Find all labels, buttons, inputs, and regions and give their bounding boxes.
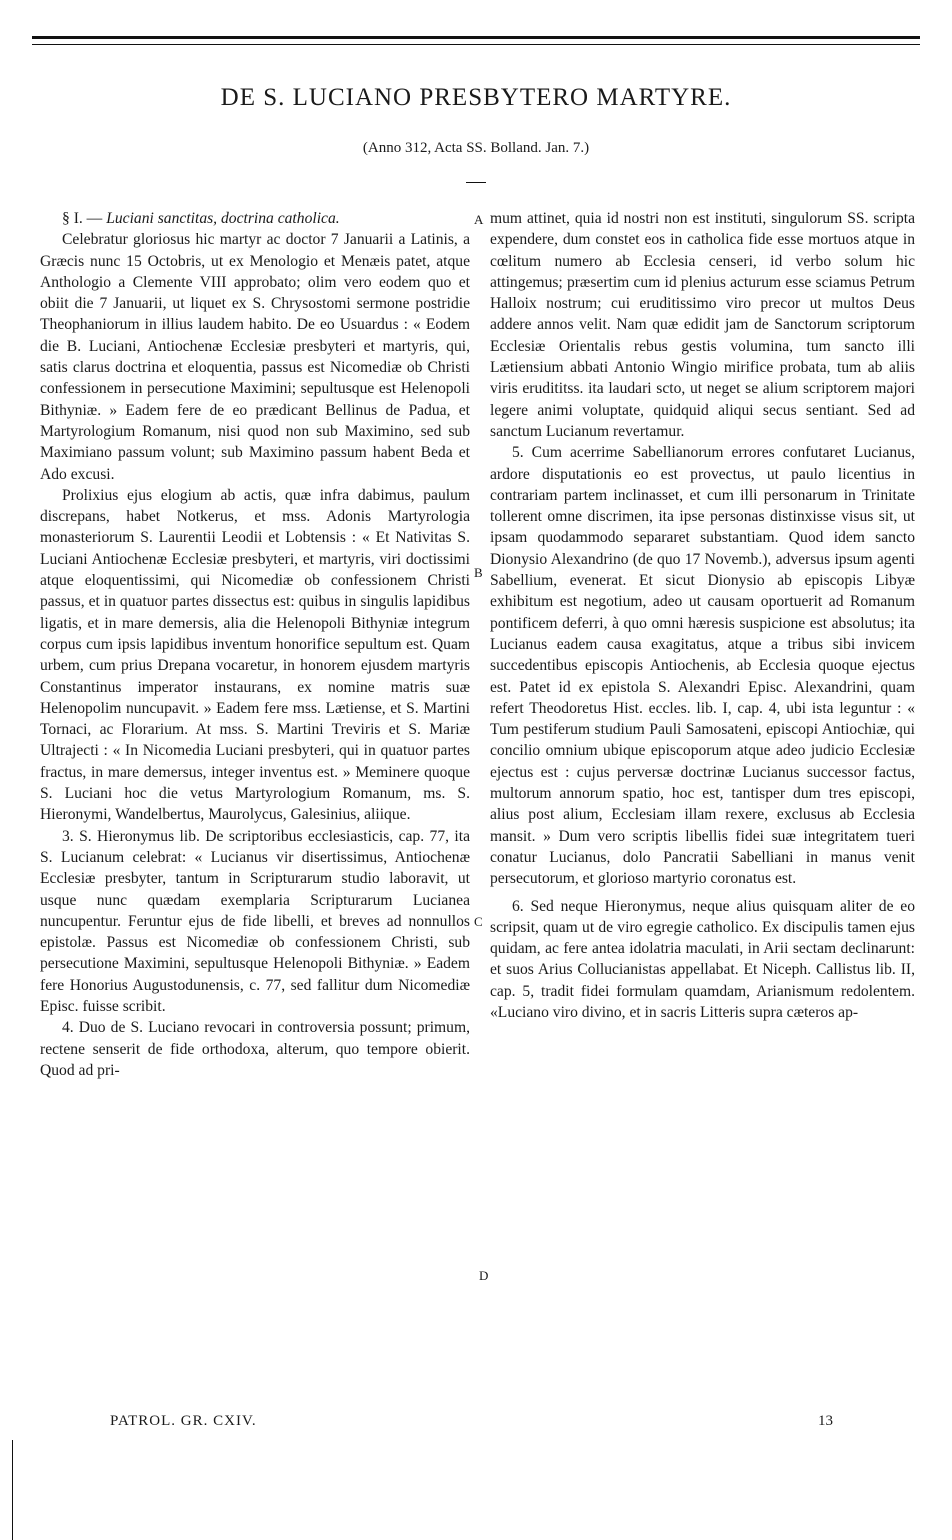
paragraph-2: Prolixius ejus elogium ab actis, quæ infra dabimus, paulum discrepans, habet Notkerus, et mss. Adonis Martyrologia monasteriorum S. Laurentii Leodii et Lobtensis : « Et Nativitas S. Luciani Antiochenæ Ecclesiæ presbyteri, et martyris, viri doctissimi atque eloquentissimi, qui Nicomediæ ob confessionem Christi passus, et in quatuor partes dissectus est: quibus in singulis lapidibus ligatis, et in mare demersis, alia die Helenopoli Bithyniæ integrum corpus cum ipsis lapidibus inventum honorifice sepultum est. Quam urbem, cum prius Drepana vocaretur, in honorem ejusdem martyris Constantinus imperator instaurans, ex nomine matris suæ Helenopolim nuncupavit. » Eadem fere mss. Lætiense, et S. Martini Tornaci, ac Florarium. At mss. S. Martini Treviris et S. Mariæ Ultrajecti : « In Nicomedia Luciani presbyteri, qui in quatuor partes fractus, in mare demersus, integer inventus est. » Meminere quoque S. Luciani hoc die vetus Martyrologium Romanum, ms. S. Hieronymi, Wandelbertus, Maurolycus, Galesinius, aliique. (40, 486, 470, 824)
page-subtitle: (Anno 312, Acta SS. Bolland. Jan. 7.) (362, 140, 590, 156)
paragraph-4: 4. Duo de S. Luciano revocari in controversia possunt; primum, rectene senserit de fide orthodoxa, alterum, quo tempore obierit. Quod ad pri- (40, 1019, 470, 1079)
section-heading (40, 208, 470, 229)
footer-page-number: 13 (818, 1413, 833, 1429)
top-rule-thick (32, 36, 920, 39)
paragraph-3: 3. S. Hieronymus lib. De scriptoribus ecclesiasticis, cap. 77, ita S. Lucianum celebrat: « Lucianus vir disertissimus, Antiochenæ Ecclesiæ presbyter, tantum in Scripturarum studio laboravit, ut usque nunc quædam exemplaria Scripturarum Lucianea nuncupentur. Feruntur ejus de fide libelli, et breves ad nonnullos epistolæ. Passus est Nicomediæ ob confessionem Christi, sub persecutione Maximini, sepultusque Helenopoli Bithyniæ. » Eadem fere Honorius Augustodunensis, c. 77, sed fallitur dum Nicomediæ Episc. fuisse scribit. (40, 827, 470, 1015)
paragraph-5: 5. Cum acerrime Sabellianorum errores confutaret Lucianus, ardore disputationis eo est provectus, ut paulo licentius in contrariam partem inclinasset, et cum illi personarum in Trinitate tollerent omne discrimen, ita ipse personas distinxisse visus sit, ut ipsam quodammodo separaret substantiam. Quod idem sancto Dionysio Alexandrino (de quo 17 Novemb.), adversus ipsum agenti Sabellium, evenerat. Et sicut Dionysio ab episcopis Libyæ exhibitum est negotium, adeo ut causam oportuerit ad Romanum pontificem deferri, à quo omni hæresis suspicione est absolutus; ita Lucianus eadem causa exagitatus, atque a tribus sibi invicem succedentibus episcopis Antiochenis, ab Ecclesia quoque ejectus est. Patet id ex epistola S. Alexandri Episc. Alexandrini, quam refert Theodoretus Hist. eccles. lib. I, cap. 4, ubi ista leguntur : « Tum pestiferum studium Pauli Samosateni, episcopi Antiochiæ, qui concilio omnium ubique episcoporum atque adeo judicio Ecclesiæ ejectus est : cujus perversæ doctrinæ Lucianus successor factus, multorum annorum spatio, hoc est, tantisper dum tres episcopi, alius post alium, Ecclesiam illam rexere, exclusus ab Ecclesia mansit. » Dum vero scriptis libellis fidei suæ integritatem tueri conatur Lucianus, dolo Pancratii Sabelliani in manus venit persecutorum, et glorioso martyrio coronatus est. (490, 444, 915, 888)
margin-letter-d: D (479, 1268, 489, 1283)
title-divider (466, 182, 486, 183)
page-title: DE S. LUCIANO PRESBYTERO MARTYRE. (220, 84, 732, 111)
margin-letter-c: C (474, 914, 483, 929)
footer-volume: PATROL. GR. CXIV. (110, 1413, 257, 1429)
section-heading-text: Luciani sanctitas, doctrina catholica. (106, 210, 340, 227)
paragraph-1: Celebratur gloriosus hic martyr ac doctor 7 Januarii a Latinis, a Græcis nunc 15 Octobris, ut ex Menologio et Menæis patet, atque Anthologio a Clemente VIII approbato; olim vero eodem quo et obiit die 7 Januarii, ut liquet ex S. Chrysostomi sermone postridie Theophaniorum in illius laudem habito. De eo Usuardus : « Eodem die B. Luciani, Antiochenæ Ecclesiæ presbyteri et martyris, qui, satis clarus doctrina et eloquentia, passus est Nicomediæ ob Christi confessionem in persecutione Maximini; sepultusque est Helenopoli Bithyniæ. » Eadem fere de eo prædicant Bellinus de Padua, et Martyrologium Romanum, nisi quod non sub Maximino, sed sub Maximiano passum volunt; sub Maximino passum habent Beda et Ado excusi. (40, 231, 470, 483)
top-rule-thin (32, 44, 920, 45)
margin-letter-b: B (474, 565, 483, 580)
left-column (40, 208, 470, 1081)
right-column (490, 208, 915, 1023)
section-heading-symbol: § I. — (62, 210, 103, 227)
paragraph-6: 6. Sed neque Hieronymus, neque alius quisquam aliter de eo scripsit, quam ut de viro egregie catholico. Ex discipulis tamen ejus quidam, ac fere antea idolatria maculati, in Arii sectam declinarunt: et suos Arius Collucianistas appellabat. Et Niceph. Callistus lib. II, cap. 5, tradit fidei formulam quamdam, Arianismum redolentem. «Luciano viro divino, et in sacris Litteris supra cæteros ap- (490, 897, 915, 1021)
page-edge-line (12, 1440, 13, 1540)
margin-letter-a: A (474, 212, 484, 227)
paragraph-4-continued: mum attinet, quia id nostri non est instituti, singulorum SS. scripta expendere, dum constet eos in catholica fide esse mortuos atque in cœlitum numero ab Ecclesia censeri, id verbo solum hic attingemus; præsertim cum id plenius acturum esse sciamus Petrum Halloix nostrum; cui eruditissimo viro precor ut multos Deus addere annos velit. Nam quæ edidit jam de Sanctorum scriptorum Ecclesiæ Orientalis rebus gestis volumina, tum sancto illi Lætiensium abbati Antonio Wingio mirifice probata, tum ab aliis viris erudititss. ita laudari scto, ut neget se alium scriptorem majori legere animi voluptate, quidquid aliqui secus sentiant. Sed ad sanctum Lucianum revertamur. (490, 210, 915, 440)
